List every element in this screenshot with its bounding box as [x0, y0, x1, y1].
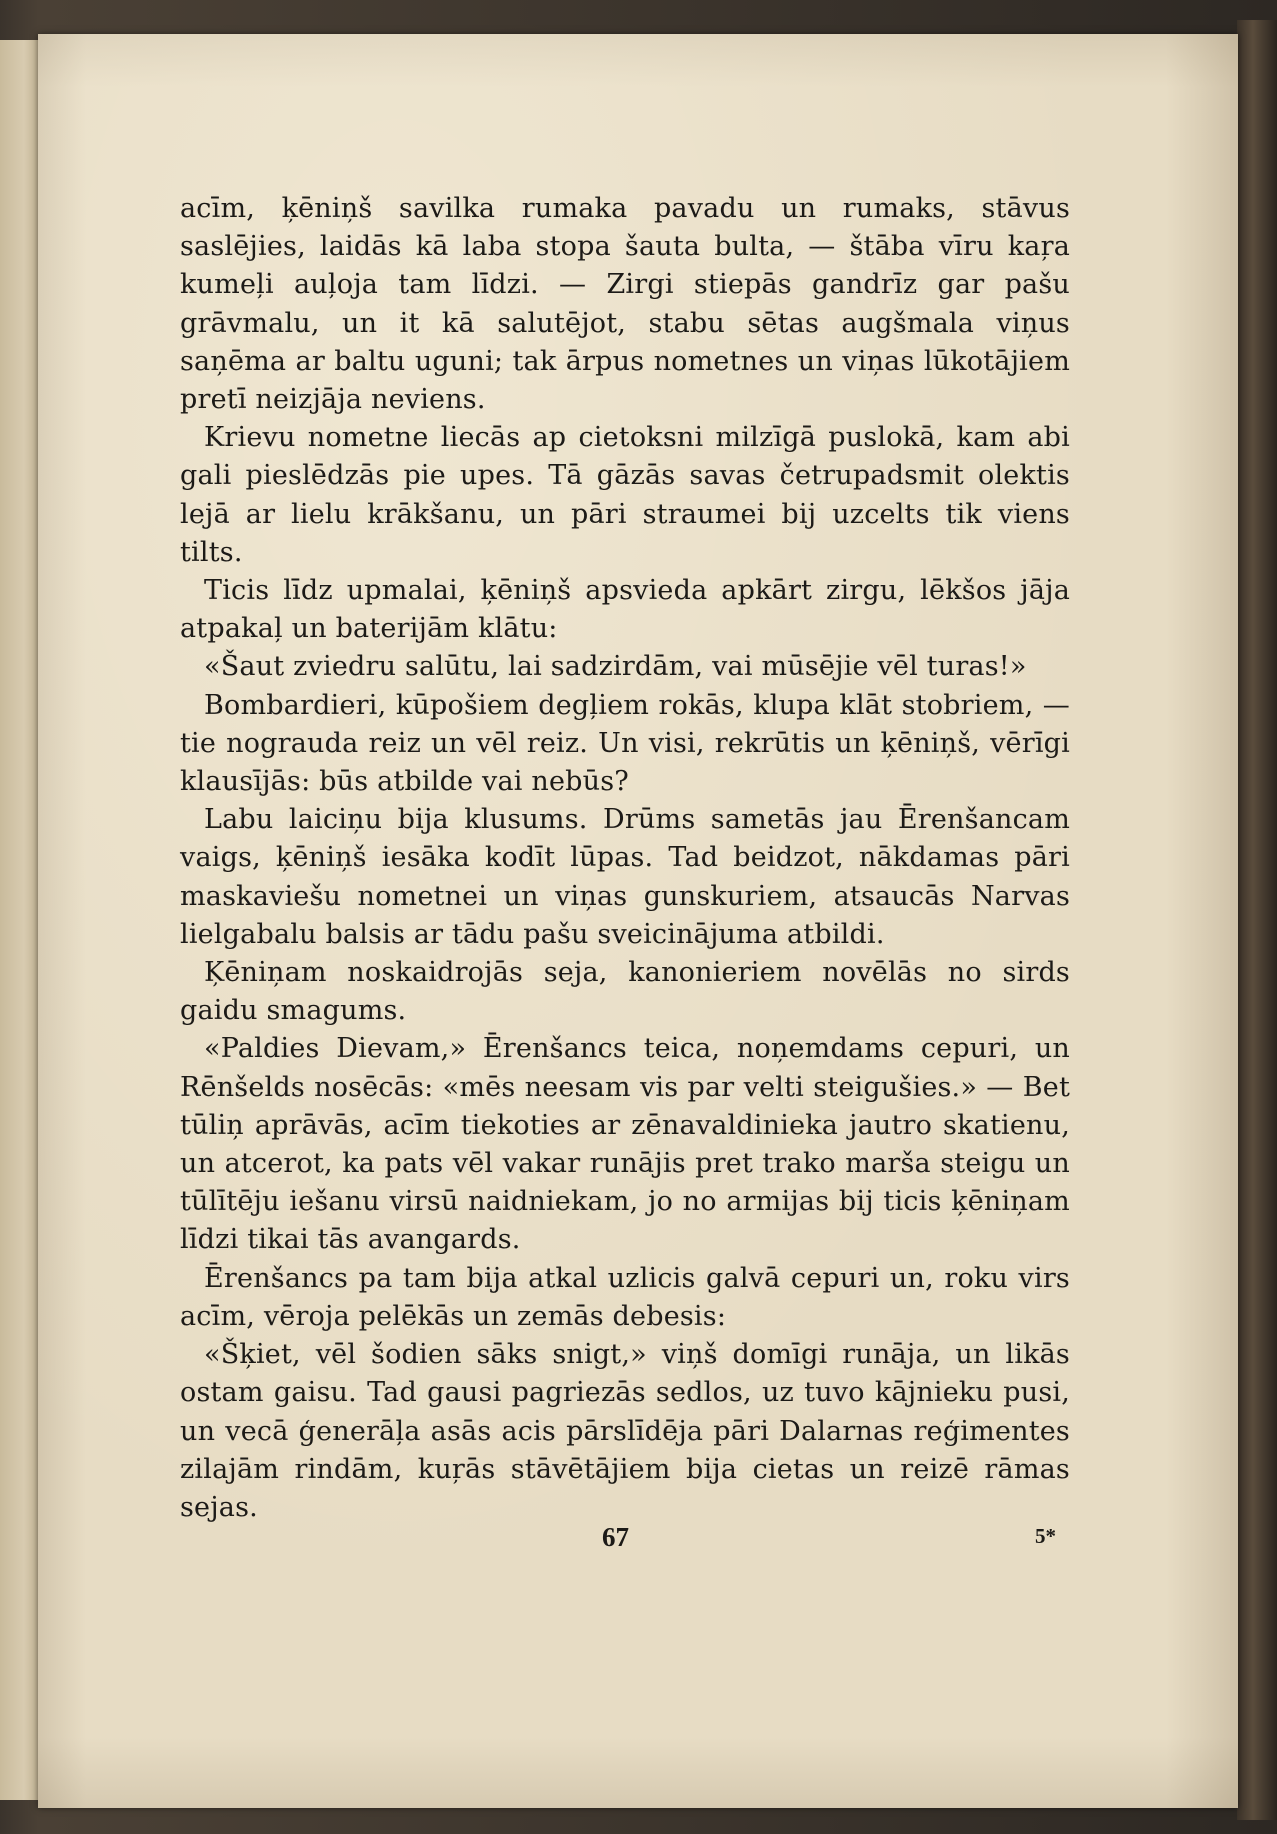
paragraph: «Paldies Dievam,» Ērenšancs teica, noņemdams cepuri, un Rēnšelds nosēcās: «mēs neesam vis par velti steigušies.» — Bet tūliņ aprāvās, acīm tiekoties ar zēnavaldinieka jautro skatienu, un atcerot, ka pats vēl vakar runājis pret trako marša steigu un tūlītēju iešanu virsū naidniekam, jo no armijas bij ticis ķēniņam līdzi tikai tās avangards.: [180, 1033, 1070, 1256]
paragraph: Labu laiciņu bija klusums. Drūms sametās jau Ērenšancam vaigs, ķēniņš iesāka kodīt lūpas. Tad beidzot, nākdamas pāri maskaviešu nometnei un viņas gunskuriem, atsaucās Narvas lielgabalu balsis ar tādu pašu sveicinājuma atbildi.: [180, 804, 1070, 950]
paragraph: «Šaut zviedru salūtu, lai sadzirdām, vai mūsējie vēl turas!»: [204, 651, 1027, 683]
paragraph: «Šķiet, vēl šodien sāks snigt,» viņš domīgi runāja, un likās ostam gaisu. Tad gausi pagriezās sedlos, uz tuvo kājnieku pusi, un vecā ģenerāļa asās acis pārslīdēja pāri Dalarnas reģimentes zilajām rindām, kuŗās stāvētājiem bija cietas un reizē rāmas sejas.: [180, 1339, 1070, 1523]
paragraph: Ērenšancs pa tam bija atkal uzlicis galvā cepuri un, roku virs acīm, vēroja pelēkās un zemās debesis:: [180, 1262, 1070, 1332]
body-text: [180, 190, 1070, 1527]
page-number: 67: [602, 1522, 629, 1552]
book-cover-edge: [1237, 20, 1277, 1820]
paragraph: acīm, ķēniņš savilka rumaka pavadu un rumaks, stāvus saslējies, laidās kā laba stopa šauta bulta, — štāba vīru kaŗa kumeļi auļoja tam līdzi. — Zirgi stiepās gandrīz gar pašu grāvmalu, un it kā salutējot, stabu sētas augšmala viņus saņēma ar baltu uguni; tak ārpus nometnes un viņas lūkotājiem pretī neizjāja neviens.: [180, 193, 1070, 416]
book-spine-edge: [0, 40, 40, 1800]
paragraph: Ticis līdz upmalai, ķēniņš apsvieda apkārt zirgu, lēkšos jāja atpakaļ un baterijām klātu:: [180, 575, 1070, 645]
paragraph: Bombardieri, kūpošiem degļiem rokās, klupa klāt stobriem, — tie nograuda reiz un vēl reiz. Un visi, rekrūtis un ķēniņš, vērīgi klausījās: būs atbilde vai nebūs?: [180, 689, 1070, 798]
printer-signature-mark: 5*: [1035, 1524, 1056, 1548]
paragraph: Krievu nometne liecās ap cietoksni milzīgā puslokā, kam abi gali pieslēdzās pie upes. Tā gāzās savas četrupadsmit olektis lejā ar lielu krākšanu, un pāri straumei bij uzcelts tik viens tilts.: [180, 422, 1070, 568]
paragraph: Ķēniņam noskaidrojās seja, kanonieriem novēlās no sirds gaidu smagums.: [180, 957, 1070, 1027]
